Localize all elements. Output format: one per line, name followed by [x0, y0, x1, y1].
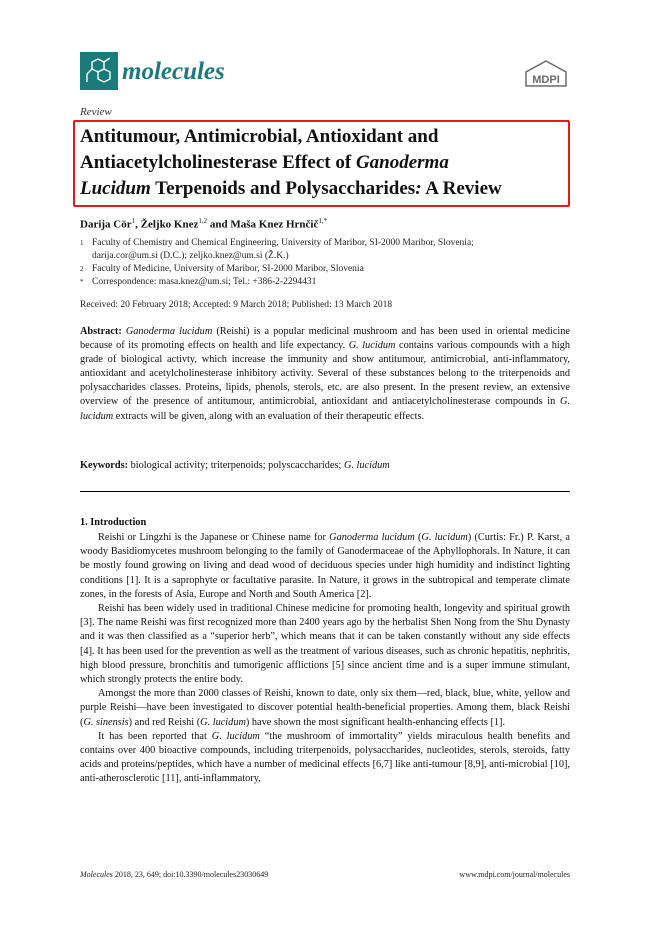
- section-heading: 1. Introduction: [80, 517, 147, 528]
- correspondence-row: * Correspondence: masa.knez@um.si; Tel.: +386-2-2294431: [80, 277, 317, 287]
- author-conj: and: [209, 218, 228, 231]
- introduction-body: [80, 531, 570, 787]
- author-3: Maša Knez Hrnčič: [230, 218, 319, 231]
- citation: Molecules 2018, 23, 649; doi:10.3390/molecules23030649: [80, 870, 269, 879]
- author-list: Darija Cör$^1$, Željko Knez$^{1,2}$ and Maša Knez Hrnčič$^{1,*}$: [80, 217, 328, 231]
- author-2: Željko Knez: [140, 218, 199, 231]
- paragraph: Amongst the more than 2000 classes of Reishi, known to date, only six them—red, black, blue, white, yellow and purple Reishi—have been investigated to discover potential health-beneficial properties. Among them, black Reishi (G. sinensis) and red Reishi (G. lucidum) have shown the most significant health-enhancing effects [1].: [80, 688, 570, 728]
- mdpi-logo: [522, 60, 570, 88]
- affiliation-row: 2 Faculty of Medicine, University of Maribor, SI-2000 Maribor, Slovenia: [80, 264, 364, 274]
- affiliation-row: darija.cor@um.si (D.C.); zeljko.knez@um.si (Ž.K.): [92, 251, 289, 261]
- abstract: Abstract: Ganoderma lucidum (Reishi) is a popular medicinal mushroom and has been used in oriental medicine because of its promoting effects on health and life expectancy. G. lucidum contains various compounds with a high grade of biological activty, which increase the immunity and show antitumour, antimicrobial, anti-inflammatory, antioxidant and acetylcholinesterase inhibitory activity. Several of these substances belong to the triterpenoids and polysaccharides classes. Proteins, lipids, phenols, sterols, etc. are also present. In the present review, an extensive overview of the presence of antitumour, antimicrobial, antioxidant and antiacetylcholinesterase compounds in G. lucidum extracts will be given, along with an evaluation of their therapeutic effects.: [80, 326, 571, 422]
- abstract-label: Abstract:: [80, 326, 122, 337]
- publication-dates: Received: 20 February 2018; Accepted: 9 March 2018; Published: 13 March 2018: [80, 300, 393, 310]
- title-colon: :: [415, 178, 422, 199]
- title-line-2: Antiacetylcholinesterase Effect of: [80, 152, 356, 173]
- title-genus: Ganoderma: [355, 152, 449, 173]
- journal-url-link[interactable]: www.mdpi.com/journal/molecules: [459, 870, 570, 879]
- keywords-label: Keywords:: [80, 460, 129, 471]
- author-2-affil: 1,2: [198, 217, 208, 225]
- keywords: Keywords: biological activity; triterpenoids; polyscaccharides; G. lucidum: [80, 460, 390, 471]
- section-divider: [80, 491, 570, 492]
- title-line-1: Antitumour, Antimicrobial, Antioxidant and: [80, 126, 439, 147]
- mdpi-logo-text: MDPI: [532, 74, 560, 86]
- author-3-affil: 1,*: [318, 217, 328, 225]
- author-1-affil: 1: [131, 217, 136, 225]
- page-footer: [80, 870, 570, 879]
- journal-name: molecules: [122, 58, 225, 85]
- article-title: [80, 124, 568, 202]
- author-1: Darija Cör: [80, 218, 132, 231]
- paragraph: Reishi or Lingzhi is the Japanese or Chinese name for Ganoderma lucidum (G. lucidum) (Curtis: Fr.) P. Karst, a woody Basidiomycetes mushroom belonging to the family of Ganodermaceae of the Aphyllophorals. In Nature, it can be mostly found growing on living and dead wood of deciduous species under high humidity and indistinct lighting conditions [1]. It is a saprophyte or facultative parasite. In Nature, it grows in the subtropical and temperate climate zones, in the forests of Asia, Europe and North and South America [2].: [80, 532, 570, 600]
- title-line-3-end: A Review: [421, 178, 502, 199]
- article-type: Review: [80, 106, 112, 118]
- title-line-3: Terpenoids and Polysaccharides: [150, 178, 416, 199]
- paragraph: Reishi has been widely used in traditional Chinese medicine for promoting health, longevity and spiritual growth [3]. The name Reishi was first recognized more than 2400 years ago by the herbalist Shen Nong from the Shu Dynasty and it was then classified as a “superior herb”, which means that it can be taken constantly without any side effects [4]. It has been used for the prevention as well as the treatment of various diseases, such as chronic hepatitis, nephritis, high blood pressure, bronchitis and tumorigenic afflictions [5] since ancient time and is a super immune stimulant, which strongly protects the entire body.: [80, 603, 570, 686]
- affiliations: [80, 237, 570, 289]
- molecules-logo-icon: [80, 52, 118, 90]
- affiliation-row: 1 Faculty of Chemistry and Chemical Engineering, University of Maribor, SI-2000 Maribor, Slovenia;: [80, 238, 474, 248]
- journal-header: [80, 52, 570, 94]
- title-species: Lucidum: [80, 178, 151, 199]
- paragraph: It has been reported that G. lucidum “the mushroom of immortality” yields miraculous health benefits and contains over 400 bioactive compounds, including triterpenoids, polysaccharides, nucleotides, sterols, steroids, fatty acids and proteins/peptides, which have a number of medicinal effects [6,7] like anti-tumour [8,9], anti-microbial [10], anti-atherosclerotic [11], anti-inflammatory,: [80, 730, 571, 785]
